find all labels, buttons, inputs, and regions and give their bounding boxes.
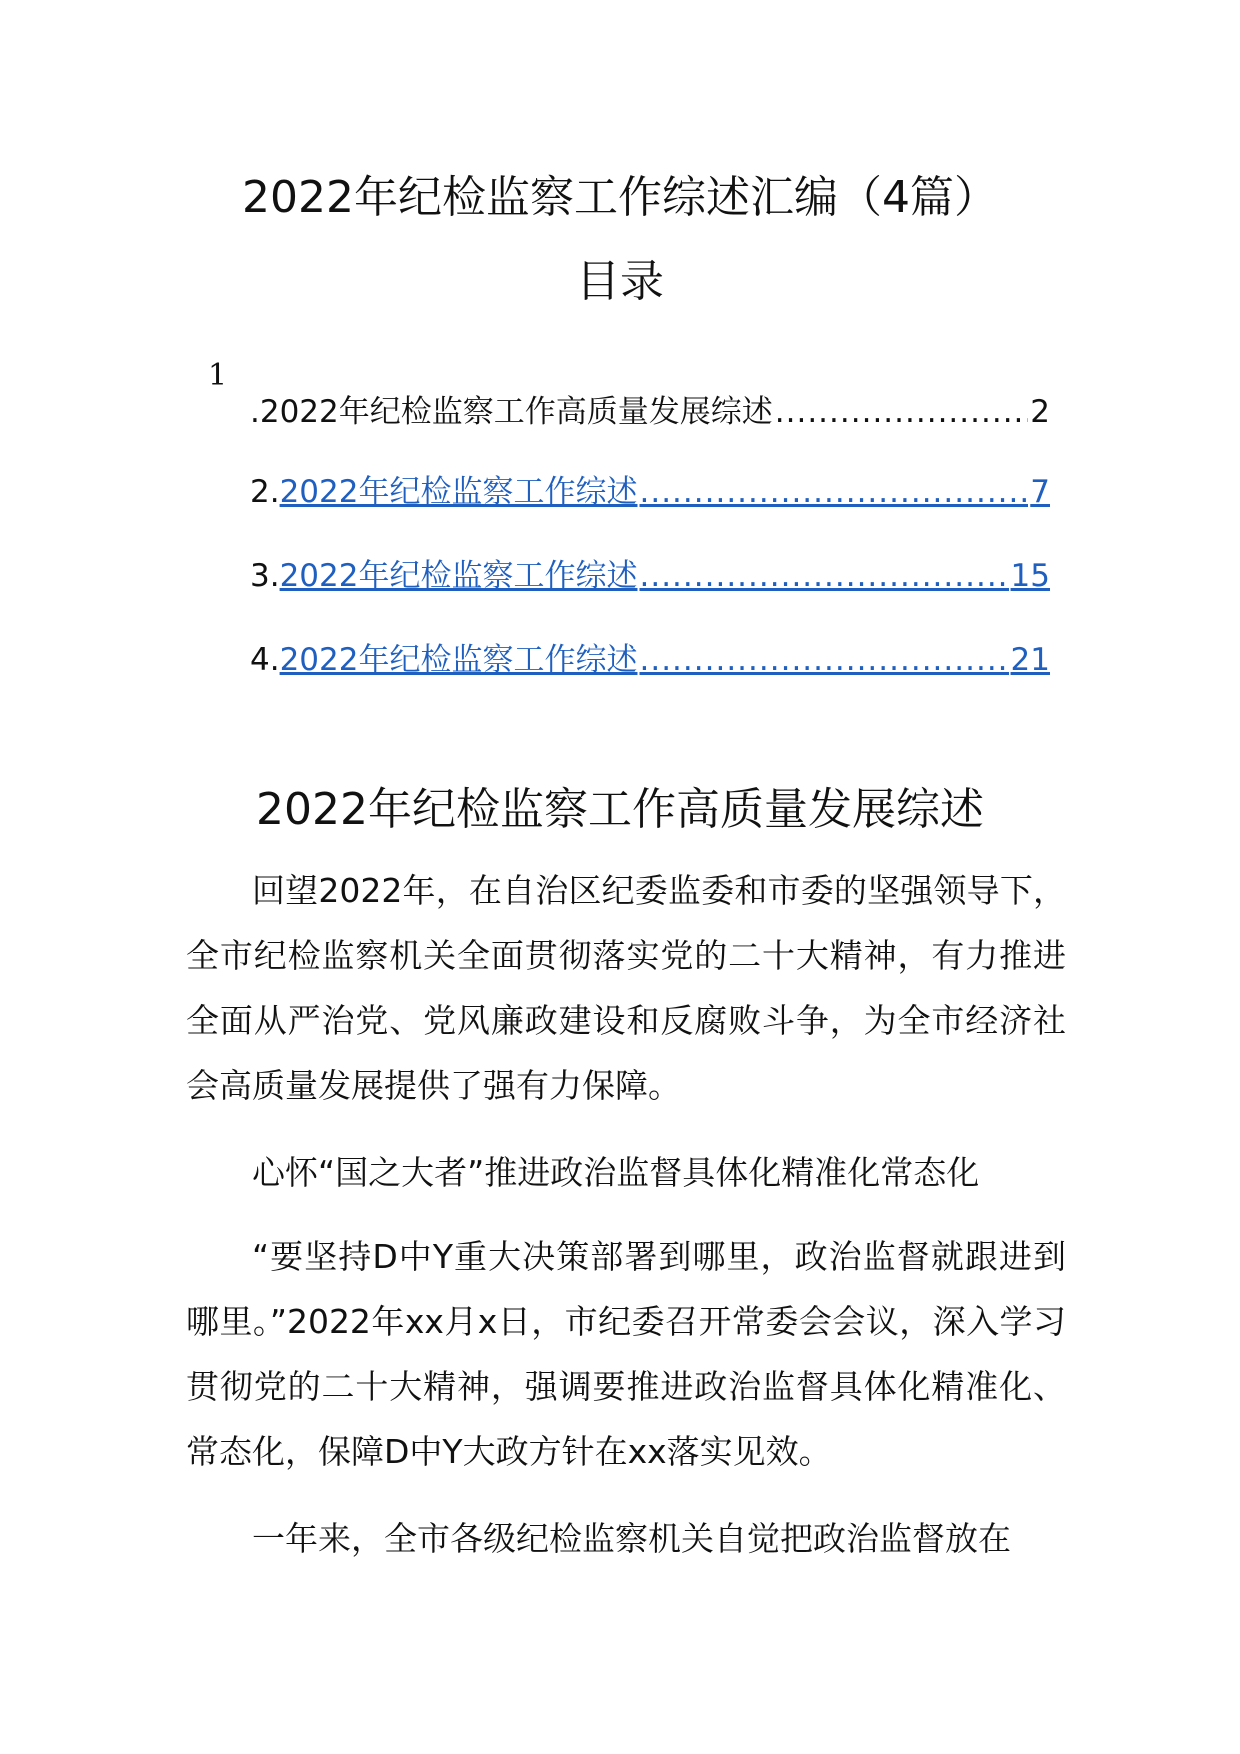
toc-entry-number: 2. (250, 474, 280, 510)
body-paragraph: 回望2022年，在自治区纪委监委和市委的坚强领导下，全市纪检监察机关全面贯彻落实党的二十大精神，有力推进全面从严治党、党风廉政建设和反腐败斗争，为全市经济社会高质量发展提供了强有力保障。 (186, 871, 1066, 1105)
toc-entry-text[interactable]: 2022年纪检监察工作综述 (279, 474, 638, 510)
toc-entry-page[interactable]: 15 (1010, 558, 1050, 594)
toc-entry-number: . (250, 394, 260, 430)
toc-entry[interactable] (250, 390, 1050, 434)
toc-entry-text[interactable]: 2022年纪检监察工作综述 (279, 642, 638, 678)
toc-leader-dots (775, 390, 1029, 434)
toc-entry-link[interactable] (250, 554, 1050, 598)
toc-entry-text: 2022年纪检监察工作高质量发展综述 (259, 394, 773, 430)
toc-entry-link[interactable] (250, 638, 1050, 682)
toc-leader-dots[interactable] (639, 638, 1008, 682)
document-title: 2022年纪检监察工作综述汇编（4篇） (242, 172, 998, 223)
toc-leader-dots[interactable] (639, 554, 1008, 598)
toc-entry-page[interactable]: 7 (1030, 474, 1050, 510)
toc-entry-text[interactable]: 2022年纪检监察工作综述 (279, 558, 638, 594)
toc-entry-number: 3. (250, 558, 280, 594)
section-heading: 心怀“国之大者”推进政治监督具体化精准化常态化 (252, 1153, 980, 1192)
article-title: 2022年纪检监察工作高质量发展综述 (256, 784, 984, 835)
toc-entry-link[interactable] (250, 470, 1050, 514)
toc-entry-page: 2 (1030, 394, 1050, 430)
toc-heading: 目录 (576, 256, 664, 307)
toc-leader-dots[interactable] (639, 470, 1028, 514)
toc-entry-number: 4. (250, 642, 280, 678)
toc-entry-page[interactable]: 21 (1010, 642, 1050, 678)
body-paragraph: 一年来，全市各级纪检监察机关自觉把政治监督放在 (252, 1519, 1011, 1558)
toc-number-marker: 1 (208, 358, 228, 393)
body-paragraph: “要坚持D中Y重大决策部署到哪里，政治监督就跟进到哪里。”2022年xx月x日，市纪委召开常委会会议，深入学习贯彻党的二十大精神，强调要推进政治监督具体化精准化、常态化，保障D中Y大政方针在xx落实见效。 (186, 1237, 1066, 1471)
